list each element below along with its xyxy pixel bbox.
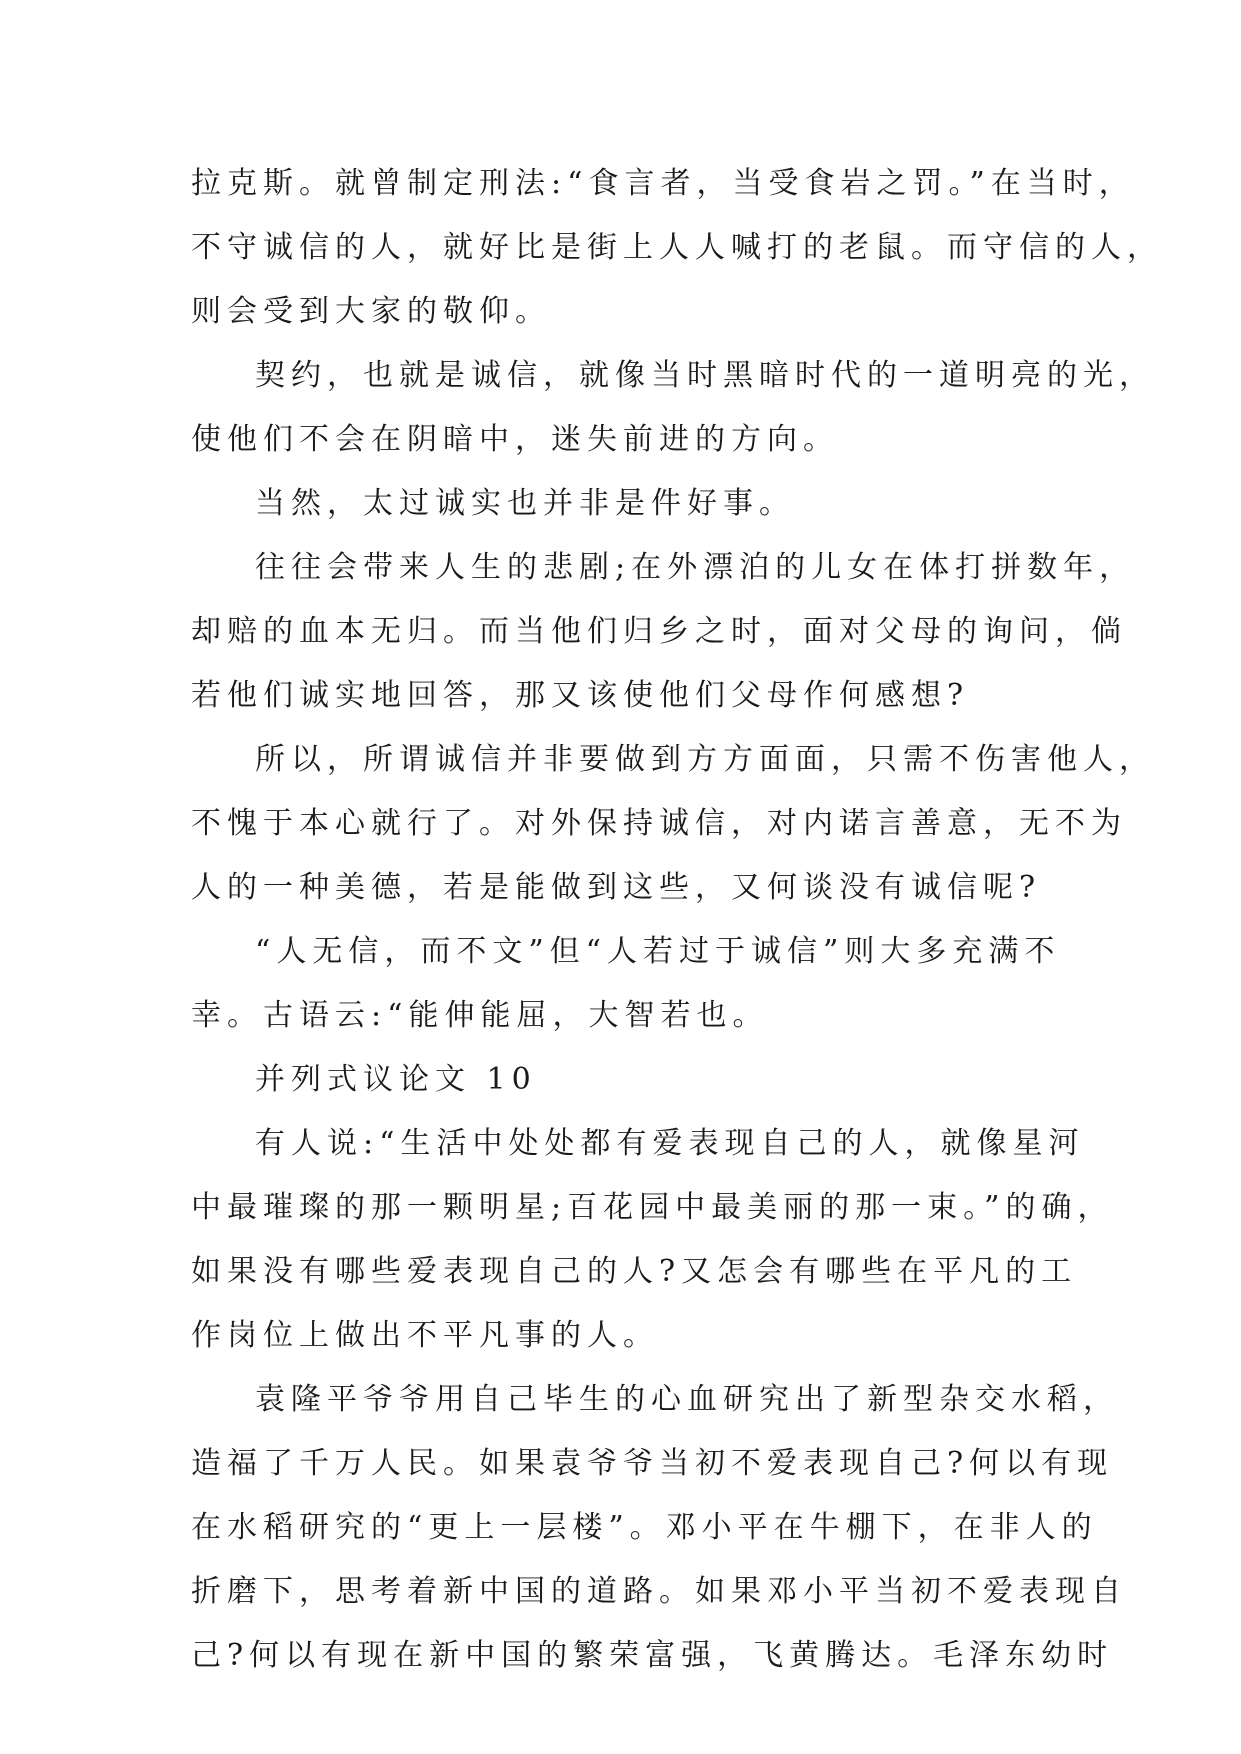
text-line: 使他们不会在阴暗中，迷失前进的方向。 <box>191 422 839 457</box>
text-line: 折磨下，思考着新中国的道路。如果邓小平当初不爱表现自 <box>191 1574 1127 1609</box>
text-line: 人的一种美德，若是能做到这些，又何谈没有诚信呢? <box>191 870 1042 905</box>
text-line: 所以，所谓诚信并非要做到方方面面，只需不伤害他人， <box>255 742 1155 777</box>
text-line: 往往会带来人生的悲剧;在外漂泊的儿女在体打拼数年， <box>255 550 1136 585</box>
text-line: 不愧于本心就行了。对外保持诚信，对内诺言善意，无不为 <box>191 806 1127 841</box>
text-line: 契约，也就是诚信，就像当时黑暗时代的一道明亮的光， <box>255 358 1155 393</box>
text-line: 在水稻研究的“更上一层楼”。邓小平在牛棚下，在非人的 <box>191 1510 1098 1545</box>
text-line: 拉克斯。就曾制定刑法:“食言者，当受食岩之罚。”在当时， <box>191 166 1135 201</box>
text-line: 造福了千万人民。如果袁爷爷当初不爱表现自己?何以有现 <box>191 1446 1114 1481</box>
text-line: 则会受到大家的敬仰。 <box>191 294 551 329</box>
text-line: 有人说:“生活中处处都有爱表现自己的人，就像星河 <box>255 1126 1085 1161</box>
text-line: 袁隆平爷爷用自己毕生的心血研究出了新型杂交水稻， <box>255 1382 1119 1417</box>
text-line: 却赔的血本无归。而当他们归乡之时，面对父母的询问，倘 <box>191 614 1127 649</box>
text-line: 如果没有哪些爱表现自己的人?又怎会有哪些在平凡的工 <box>191 1254 1078 1289</box>
text-line: 不守诚信的人，就好比是街上人人喊打的老鼠。而守信的人， <box>191 230 1163 265</box>
section-heading: 并列式议论文 10 <box>255 1062 537 1097</box>
text-line: 己?何以有现在新中国的繁荣富强，飞黄腾达。毛泽东幼时 <box>191 1638 1114 1673</box>
text-line: 若他们诚实地回答，那又该使他们父母作何感想? <box>191 678 970 713</box>
text-line: 幸。古语云:“能伸能屈，大智若也。 <box>191 998 769 1033</box>
text-line: “人无信，而不文”但“人若过于诚信”则大多充满不 <box>255 934 1061 969</box>
text-line: 中最璀璨的那一颗明星;百花园中最美丽的那一束。”的确， <box>191 1190 1114 1225</box>
text-line: 作岗位上做出不平凡事的人。 <box>191 1318 659 1353</box>
text-line: 当然，太过诚实也并非是件好事。 <box>255 486 795 521</box>
